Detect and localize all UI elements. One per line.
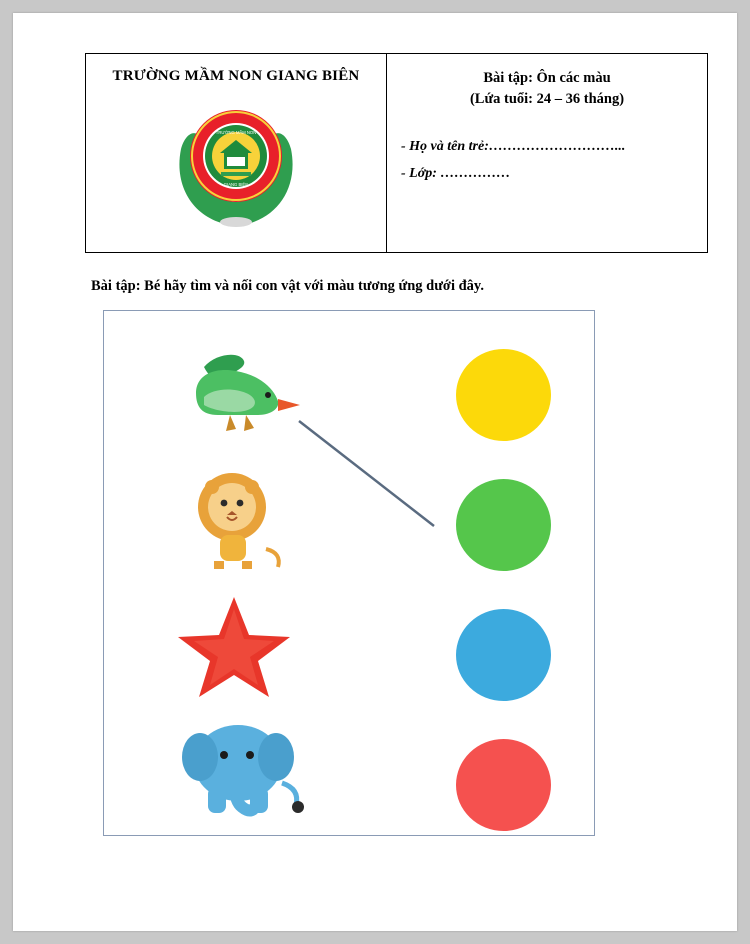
instruction-text: Bài tập: Bé hãy tìm và nối con vật với màu tương ứng dưới đây. (91, 278, 485, 294)
animals-column (104, 311, 394, 835)
school-logo (161, 94, 311, 234)
activity-box (103, 310, 595, 836)
animal-elephant[interactable] (174, 711, 304, 811)
exercise-age-range: (Lứa tuổi: 24 – 36 tháng) (469, 91, 625, 108)
color-dot-yellow[interactable] (456, 349, 551, 441)
lion-icon (174, 469, 294, 573)
animal-starfish[interactable] (174, 593, 304, 693)
worksheet-page (13, 13, 737, 931)
bird-icon (174, 349, 309, 449)
header-right-cell (387, 54, 708, 253)
logo-icon (161, 94, 311, 234)
student-fields (387, 110, 707, 187)
animal-lion[interactable] (174, 469, 304, 569)
color-dot-blue[interactable] (456, 609, 551, 701)
starfish-icon (174, 593, 294, 697)
colors-column (456, 311, 576, 835)
color-dot-red[interactable] (456, 739, 551, 831)
field-student-name: - Họ và tên trẻ:………………………... (401, 139, 626, 155)
header-table (85, 53, 708, 253)
exercise-title: Bài tập: Ôn các màu (483, 70, 611, 86)
header-left-cell (86, 54, 387, 253)
svg-text:TRƯỜNG MẦM NON: TRƯỜNG MẦM NON (215, 130, 257, 135)
color-dot-green[interactable] (456, 479, 551, 571)
animal-bird[interactable] (174, 349, 304, 449)
elephant-icon (174, 711, 309, 821)
school-name: TRƯỜNG MẦM NON GIANG BIÊN (112, 68, 360, 84)
svg-text:GIANG BIÊN: GIANG BIÊN (223, 182, 249, 187)
field-class: - Lớp: …………… (401, 165, 511, 181)
